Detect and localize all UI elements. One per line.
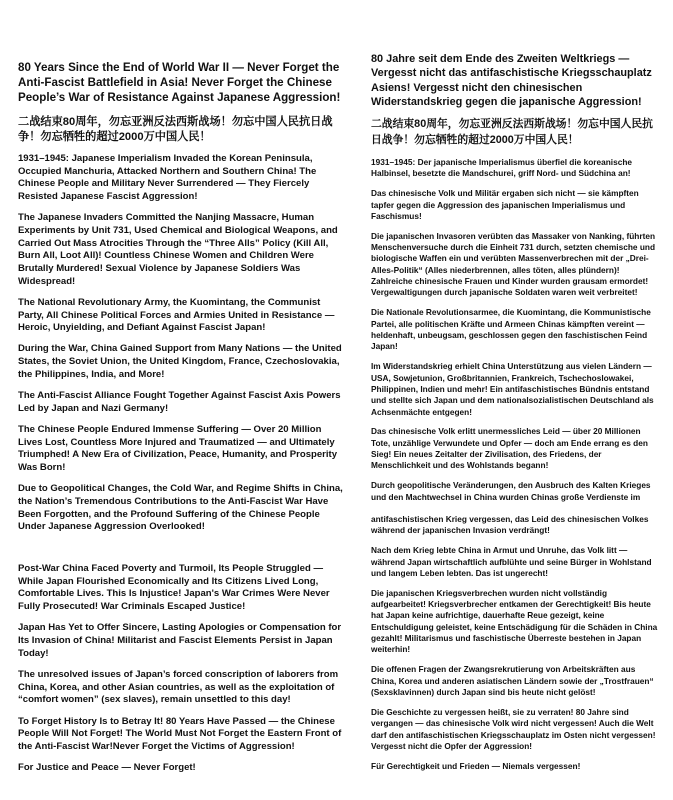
german-column-part1 — [371, 52, 661, 511]
german-paragraph: Die japanischen Kriegsverbrechen wurden nicht vollständig aufgearbeitet! Kriegsverbrecher entkamen der Gerechtigkeit! Bis heute hat Japan keine aufrichtige, dauerhafte Reue gezeigt, keine Entschuldigung geleistet, keine Entschädigung für die Schäden in China gezahlt! Militarismus und faschistische Überreste bestehen in Japan weiterhin! — [371, 587, 658, 655]
english-chinese-slogan: 二战结束80周年，勿忘亚洲反法西斯战场！勿忘中国人民抗日战争！勿忘牺牲的超过2000万中国人民！ — [18, 115, 333, 144]
english-paragraph: The Anti-Fascist Alliance Fought Together Against Fascist Axis Powers Led by Japan and Nazi Germany! — [18, 390, 341, 414]
english-column-part2 — [18, 563, 345, 783]
german-paragraph: Die Nationale Revolutionsarmee, die Kuomintang, die Kommunistische Partei, alle politischen Kräfte und Armeen Chinas kämpften vereint — heldenhaft, unbeugsam, geschlossen gegen den faschistischen Feind Japan! — [371, 307, 651, 352]
german-paragraph: 1931–1945: Der japanische Imperialismus überfiel die koreanische Halbinsel, besetzte die Mandschurei, griff Nord- und Südchina an! — [371, 157, 633, 179]
german-chinese-slogan: 二战结束80周年，勿忘亚洲反法西斯战场！勿忘中国人民抗日战争！勿忘牺牲的超过2000万中国人民！ — [371, 118, 653, 146]
german-paragraph: Das chinesische Volk und Militär ergaben sich nicht — sie kämpften tapfer gegen die Aggression des japanischen Imperialismus und Faschismus! — [371, 188, 639, 221]
english-paragraph: 1931–1945: Japanese Imperialism Invaded the Korean Peninsula, Occupied Manchuria, Attacked Northern and Southern China! The Chinese People and Military Never Surrendered — They Fiercely Resisted Japanese Fascist Aggression! — [18, 152, 317, 202]
english-paragraph: The National Revolutionary Army, the Kuomintang, the Communist Party, All Chinese Political Forces and Armies United in Resistance — Heroic, Unyielding, and Defiant Against Fascist Japan! — [18, 296, 335, 334]
german-title: 80 Jahre seit dem Ende des Zweiten Weltkriegs — Vergesst nicht das antifaschistische Kriegsschauplatz Asiens! Vergesst nicht den chinesischen Widerstandskrieg gegen die japanische Aggression! — [371, 53, 652, 108]
german-paragraph: Im Widerstandskrieg erhielt China Unterstützung aus vielen Ländern — USA, Sowjetunion, Großbritannien, Frankreich, Tschechoslowakei, Philippinen, Indien und mehr! Ein antifaschistisches Bündnis entstand und stellte sich Japan und dem nationalsozialistischen Deutschland als Achsenmächte entgegen! — [371, 361, 654, 417]
english-paragraph: The Chinese People Endured Immense Suffering — Over 20 Million Lives Lost, Countless More Injured and Traumatized — and Ultimately Triumphed! A New Era of Civilization, Peace, Humanity, and Prosperity Was Born! — [18, 423, 338, 474]
german-column-part2 — [371, 514, 661, 781]
english-paragraph: For Justice and Peace — Never Forget! — [18, 762, 196, 774]
german-paragraph: Die Geschichte zu vergessen heißt, sie zu verraten! 80 Jahre sind vergangen — das chinesische Volk wird nicht vergessen! Auch die Welt darf den antifaschistischen Kriegsschauplatz im Osten nicht vergessen! Vergesst nicht die Opfer der Aggression! — [371, 706, 656, 751]
english-title: 80 Years Since the End of World War II — Never Forget the Anti-Fascist Battlefield in Asia! Never Forget the Chinese People’s War of Resistance Against Japanese Aggression! — [18, 61, 341, 105]
german-paragraph: Durch geopolitische Veränderungen, den Ausbruch des Kalten Krieges und den Machtwechsel in China wurden Chinas große Verdienste im — [371, 480, 651, 502]
english-paragraph: Due to Geopolitical Changes, the Cold War, and Regime Shifts in China, the Nation’s Tremendous Contributions to the Anti-Fascist War Have Been Forgotten, and the Profound Suffering of the Chinese People Under Japanese Aggression Overlooked! — [18, 483, 343, 533]
english-paragraph: The unresolved issues of Japan’s forced conscription of laborers from China, Korea, and other Asian countries, as well as the exploitation of “comfort women” (sex slaves), remain unsettled to this day! — [18, 668, 339, 706]
english-paragraph: Post-War China Faced Poverty and Turmoil, Its People Struggled — While Japan Flourished Economically and Its Citizens Lived Long, Comfortable Lives. This Is Injustice! Japan's War Crimes Were Never Fully Prosecuted! War Criminals Escaped Justice! — [18, 563, 330, 613]
german-paragraph: Für Gerechtigkeit und Frieden — Niemals vergessen! — [371, 760, 581, 771]
english-paragraph: To Forget History Is to Betray It! 80 Years Have Passed — the Chinese People Will Not Forget! The World Must Not Forget the Eastern Front of the Anti-Fascist War!Never Forget the Victims of Aggression! — [18, 715, 342, 752]
english-column-part1 — [18, 60, 345, 543]
german-paragraph: Nach dem Krieg lebte China in Armut und Unruhe, das Volk litt — während Japan wirtschaftlich aufblühte und seine Bürger in Wohlstand und langem Leben lebten. Das ist ungerecht! — [371, 545, 652, 578]
german-paragraph: Die japanischen Invasoren verübten das Massaker von Nanking, führten Menschenversuche durch die Einheit 731 durch, setzten chemische und biologische Waffen ein und verübten Massenverbrechen mit der „Drei-Alles-Politik“ (Alles niederbrennen, alles töten, alles plündern)! Zahlreiche chinesische Frauen und Kinder wurden grausam ermordet! Vergewaltigungen durch japanische Soldaten waren weit verbreitet! — [371, 230, 656, 298]
english-paragraph: During the War, China Gained Support from Many Nations — the United States, the Soviet Union, the United Kingdom, France, Czechoslovakia, the Philippines, India, and More! — [18, 343, 342, 380]
german-paragraph: Das chinesische Volk erlitt unermessliches Leid — über 20 Millionen Tote, unzählige Verwundete und Opfer — doch am Ende errang es den Sieg! Ein neues Zeitalter der Zivilisation, des Friedens, der Menschlichkeit und des Wohlstands begann! — [371, 426, 648, 471]
english-paragraph: The Japanese Invaders Committed the Nanjing Massacre, Human Experiments by Unit 731, Used Chemical and Biological Weapons, and Carried Out Mass Atrocities Through the “Three Alls” Policy (Kill All, Burn All, Loot All)! Countless Chinese Women and Children Were Brutally Murdered! Sexual Violence by Japanese Soldiers Was Widespread! — [18, 212, 338, 287]
german-paragraph: Die offenen Fragen der Zwangsrekrutierung von Arbeitskräften aus China, Korea und anderen asiatischen Ländern sowie der „Trostfrauen“ (Sexsklavinnen) durch Japan sind bis heute nicht gelöst! — [371, 664, 654, 697]
german-paragraph: antifaschistischen Krieg vergessen, das Leid des chinesischen Volkes während der japanischen Invasion verdrängt! — [371, 514, 649, 536]
english-paragraph: Japan Has Yet to Offer Sincere, Lasting Apologies or Compensation for Its Invasion of China! Militarist and Fascist Elements Persist in Japan Today! — [18, 622, 342, 659]
